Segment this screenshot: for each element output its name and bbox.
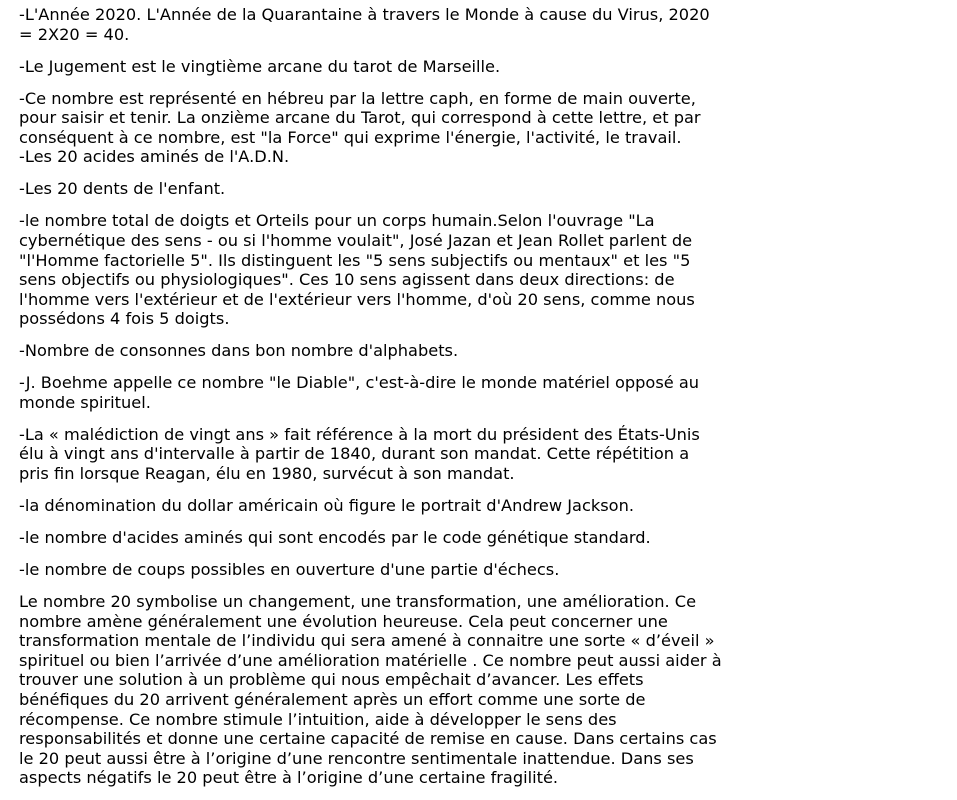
text-line: pris fin lorsque Reagan, élu en 1980, survécut à son mandat. — [19, 464, 515, 484]
text-line: -La « malédiction de vingt ans » fait référence à la mort du président des États-Unis — [19, 424, 700, 444]
paragraph — [19, 528, 789, 548]
paragraph — [19, 57, 789, 77]
text-line: pour saisir et tenir. La onzième arcane du Tarot, qui correspond à cette lettre, et par — [19, 108, 701, 128]
text-line: aspects négatifs le 20 peut être à l’origine d’une certaine fragilité. — [19, 768, 559, 788]
paragraph — [19, 211, 789, 329]
text-line: Le nombre 20 symbolise un changement, une transformation, une amélioration. Ce — [19, 591, 697, 611]
text-line: -Ce nombre est représenté en hébreu par la lettre caph, en forme de main ouverte, — [19, 88, 696, 108]
text-line: -Les 20 dents de l'enfant. — [19, 179, 226, 199]
document-body — [19, 5, 957, 788]
text-line: récompense. Ce nombre stimule l’intuition, aide à développer le sens des — [19, 709, 617, 729]
text-line: -le nombre d'acides aminés qui sont encodés par le code génétique standard. — [19, 527, 651, 547]
text-line: trouver une solution à un problème qui nous empêchait d’avancer. Les effets — [19, 670, 644, 690]
text-line: l'homme vers l'extérieur et de l'extérieur vers l'homme, d'où 20 sens, comme nous — [19, 289, 695, 309]
text-line: -L'Année 2020. L'Année de la Quarantaine à travers le Monde à cause du Virus, 2020 — [19, 5, 710, 24]
text-line: sens objectifs ou physiologiques". Ces 10 sens agissent dans deux directions: de — [19, 270, 675, 290]
text-line: monde spirituel. — [19, 392, 151, 412]
paragraph — [19, 425, 789, 484]
text-line: -le nombre de coups possibles en ouverture d'une partie d'échecs. — [19, 559, 560, 579]
paragraph — [19, 179, 789, 199]
paragraph — [19, 560, 789, 580]
text-line: -J. Boehme appelle ce nombre "le Diable", c'est-à-dire le monde matériel opposé au — [19, 373, 700, 393]
text-line: -Nombre de consonnes dans bon nombre d'alphabets. — [19, 341, 459, 361]
text-line: -Le Jugement est le vingtième arcane du tarot de Marseille. — [19, 56, 501, 76]
text-line: possédons 4 fois 5 doigts. — [19, 309, 230, 329]
text-line: = 2X20 = 40. — [19, 24, 130, 44]
text-line: nombre amène généralement une évolution heureuse. Cela peut concerner une — [19, 611, 668, 631]
text-line: élu à vingt ans d'intervalle à partir de 1840, durant son mandat. Cette répétition a — [19, 444, 690, 464]
text-line: transformation mentale de l’individu qui sera amené à connaitre une sorte « d’éveil » — [19, 631, 715, 651]
text-line: responsabilités et donne une certaine capacité de remise en cause. Dans certains cas — [19, 729, 717, 749]
text-line: bénéfiques du 20 arrivent généralement après un effort comme une sorte de — [19, 689, 646, 709]
paragraph — [19, 341, 789, 361]
paragraph — [19, 89, 789, 167]
text-line: -Les 20 acides aminés de l'A.D.N. — [19, 147, 290, 167]
paragraph — [19, 373, 789, 412]
paragraph — [19, 592, 789, 788]
text-line: -la dénomination du dollar américain où figure le portrait d'Andrew Jackson. — [19, 496, 634, 515]
text-line: -le nombre total de doigts et Orteils pour un corps humain.Selon l'ouvrage "La — [19, 211, 655, 231]
text-line: "l'Homme factorielle 5". Ils distinguent les "5 sens subjectifs ou mentaux" et les "5 — [19, 250, 691, 270]
text-line: conséquent à ce nombre, est "la Force" qui exprime l'énergie, l'activité, le travail. — [19, 127, 682, 147]
text-line: le 20 peut aussi être à l’origine d’une rencontre sentimentale inattendue. Dans ses — [19, 748, 694, 768]
text-line: spirituel ou bien l’arrivée d’une amélioration matérielle . Ce nombre peut aussi aider à — [19, 650, 722, 670]
paragraph — [19, 5, 789, 44]
paragraph — [19, 496, 789, 516]
text-line: cybernétique des sens - ou si l'homme voulait", José Jazan et Jean Rollet parlent de — [19, 230, 693, 250]
